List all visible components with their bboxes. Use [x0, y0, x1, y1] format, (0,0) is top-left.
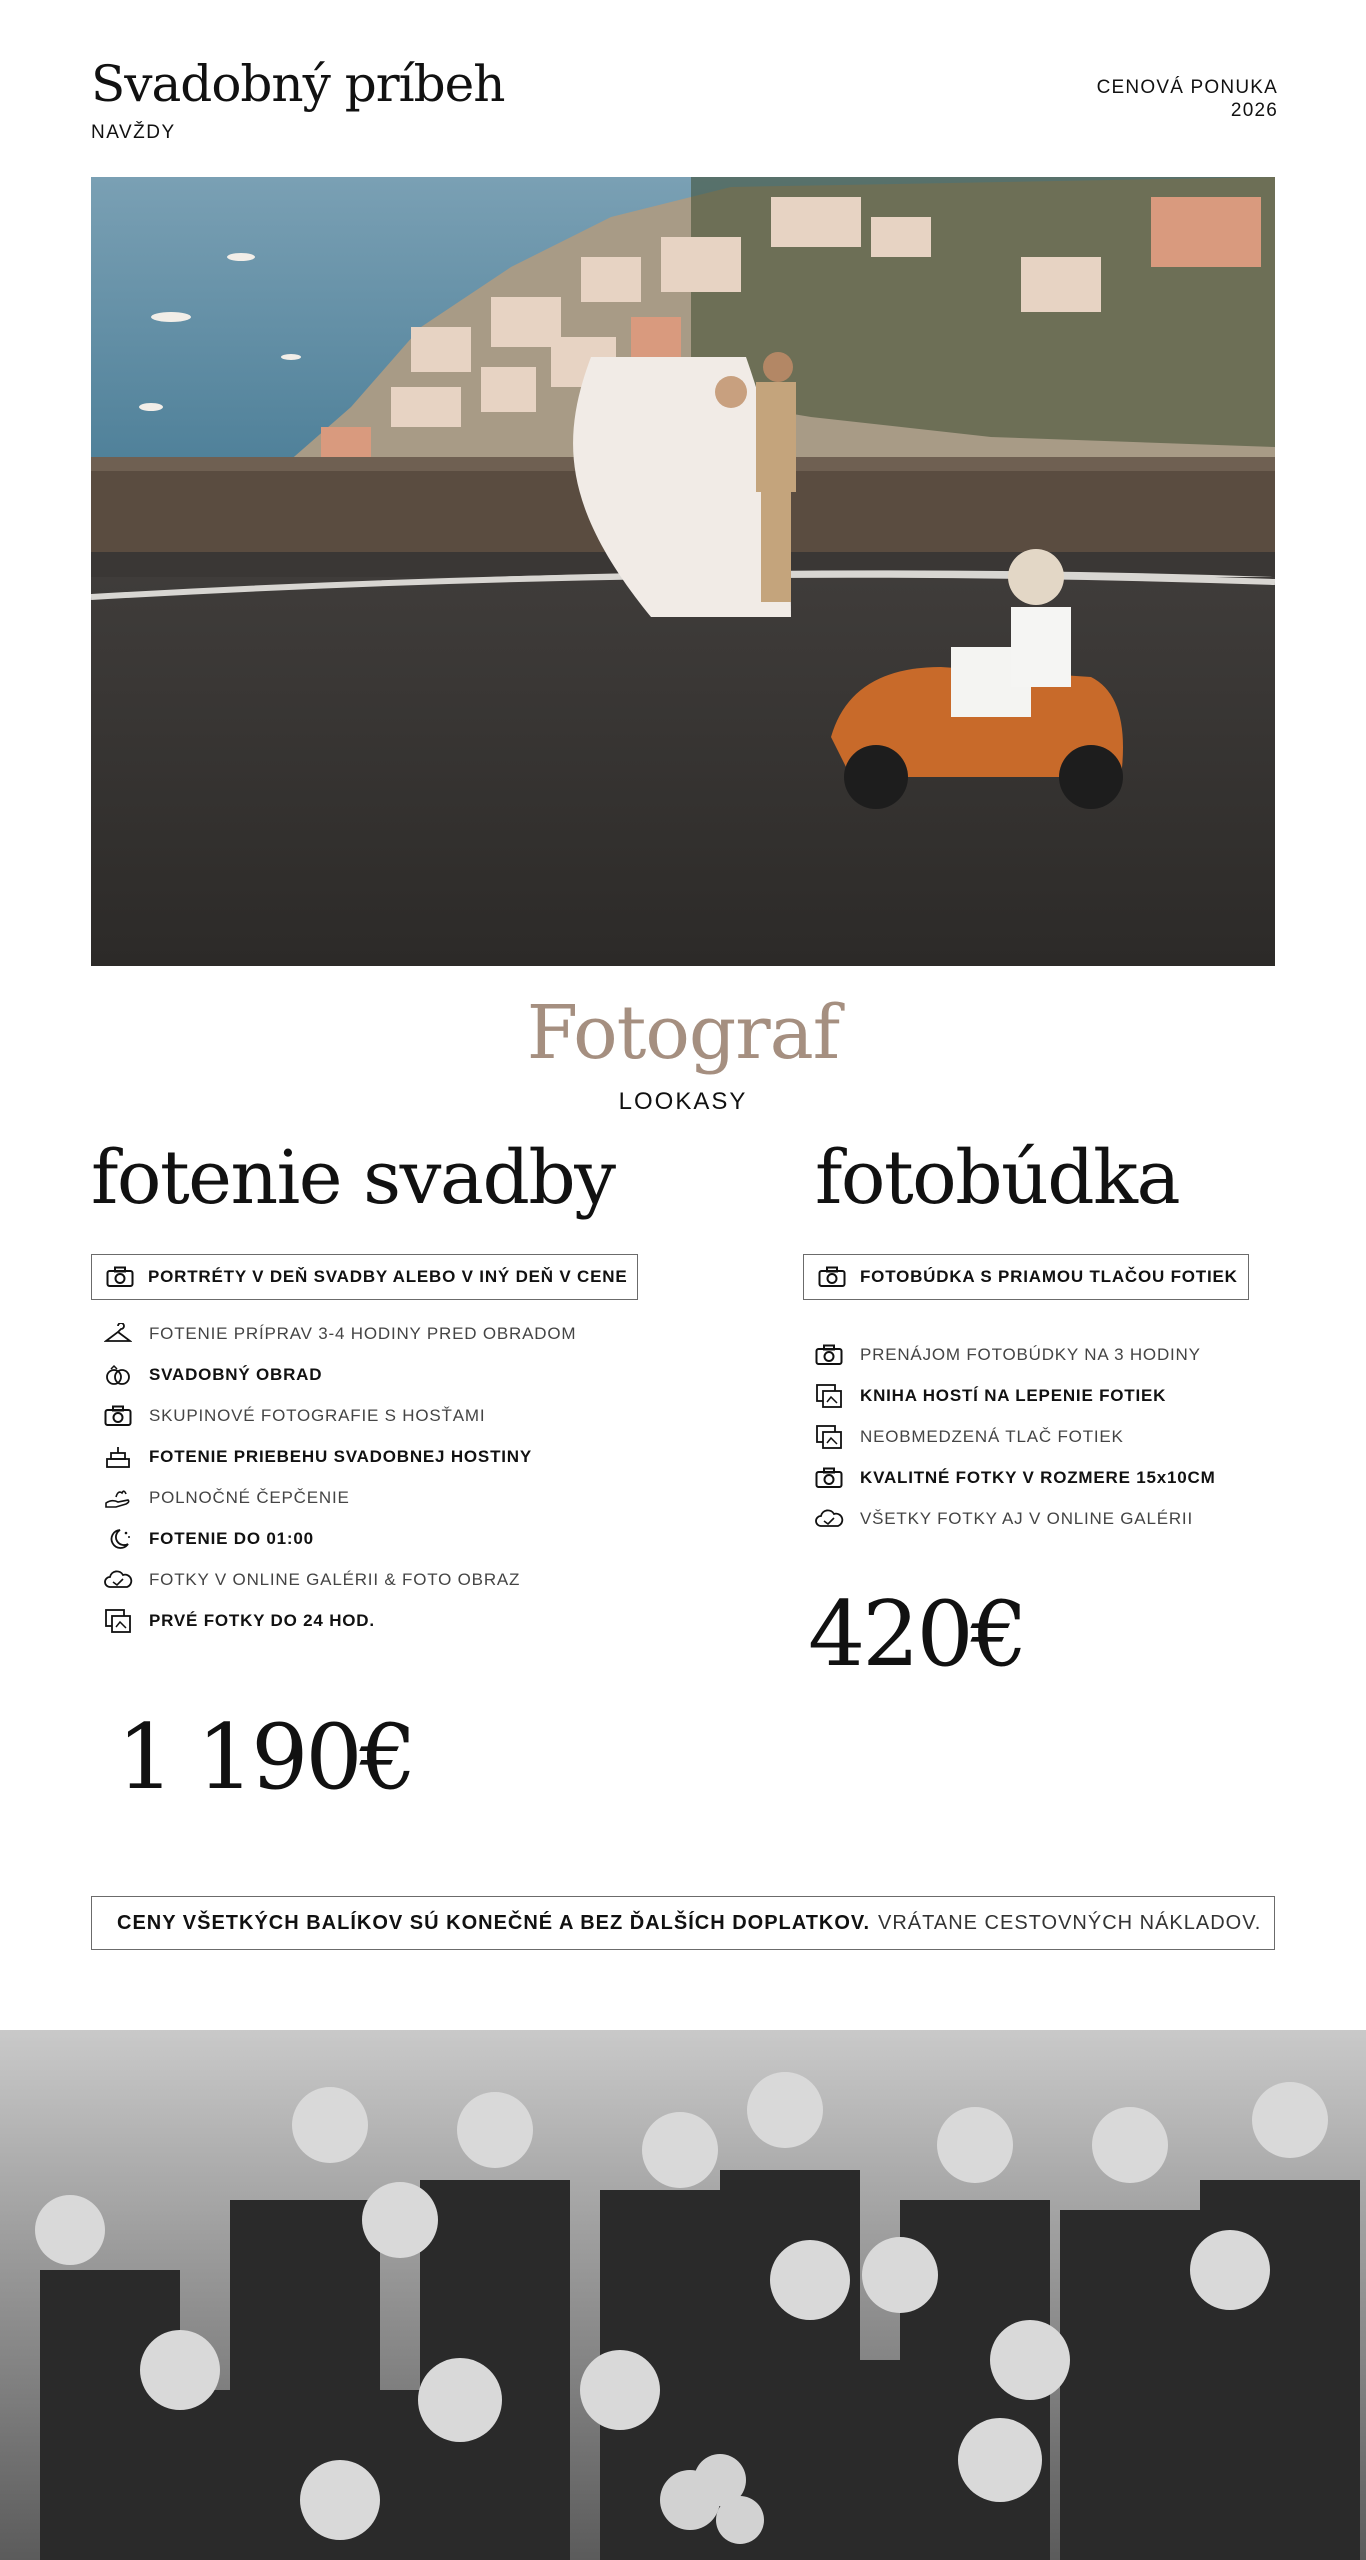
list-item: FOTKY V ONLINE GALÉRII & FOTO OBRAZ: [101, 1559, 576, 1600]
moon-icon: [101, 1528, 135, 1550]
list-item: PRENÁJOM FOTOBÚDKY NA 3 HODINY: [812, 1334, 1216, 1375]
booth-price: 420€: [808, 1582, 1026, 1687]
camera-icon: [812, 1467, 846, 1489]
wedding-highlight-box: [91, 1254, 638, 1300]
list-item: SKUPINOVÉ FOTOGRAFIE S HOSŤAMI: [101, 1395, 576, 1436]
wedding-price: 1 190€: [117, 1705, 414, 1810]
brand-subtitle: NAVŽDY: [91, 122, 176, 143]
hero-photo: [91, 177, 1275, 966]
brand-title: Svadobný príbeh: [91, 55, 505, 113]
list-item: FOTENIE PRIEBEHU SVADOBNEJ HOSTINY: [101, 1436, 576, 1477]
photos-icon: [812, 1383, 846, 1409]
photographer-name: LOOKASY: [618, 1088, 748, 1115]
cake-icon: [101, 1445, 135, 1469]
hand-icon: [101, 1487, 135, 1509]
list-item: FOTENIE PRÍPRAV 3-4 HODINY PRED OBRADOM: [101, 1313, 576, 1354]
list-item: FOTENIE DO 01:00: [101, 1518, 576, 1559]
camera-icon: [812, 1344, 846, 1366]
list-item: KNIHA HOSTÍ NA LEPENIE FOTIEK: [812, 1375, 1216, 1416]
list-item: NEOBMEDZENÁ TLAČ FOTIEK: [812, 1416, 1216, 1457]
list-item: VŠETKY FOTKY AJ V ONLINE GALÉRII: [812, 1498, 1216, 1539]
rings-icon: [101, 1364, 135, 1386]
offer-year: 2026: [1230, 100, 1278, 121]
pricing-note-normal: VRÁTANE CESTOVNÝCH NÁKLADOV.: [878, 1911, 1262, 1934]
wedding-items-list: [101, 1313, 576, 1641]
booth-highlight: FOTOBÚDKA S PRIAMOU TLAČOU FOTIEK: [860, 1267, 1238, 1286]
photos-icon: [101, 1608, 135, 1634]
pricing-note-bold: CENY VŠETKÝCH BALÍKOV SÚ KONEČNÉ A BEZ ĎALŠÍCH DOPLATKOV.: [117, 1911, 870, 1934]
offer-label: [1097, 76, 1278, 122]
wedding-highlight: PORTRÉTY V DEŇ SVADBY ALEBO V INÝ DEŇ V CENE: [148, 1267, 628, 1286]
group-photo: [0, 2030, 1366, 2560]
list-item: SVADOBNÝ OBRAD: [101, 1354, 576, 1395]
camera-icon: [106, 1266, 134, 1288]
booth-title: fotobúdka: [815, 1135, 1180, 1221]
wedding-title: fotenie svadby: [91, 1135, 615, 1221]
offer-line-1: CENOVÁ PONUKA: [1096, 77, 1278, 98]
hanger-icon: [101, 1323, 135, 1345]
cloud-icon: [101, 1569, 135, 1591]
camera-icon: [101, 1405, 135, 1427]
list-item: KVALITNÉ FOTKY V ROZMERE 15x10CM: [812, 1457, 1216, 1498]
pricing-note: [91, 1896, 1275, 1950]
booth-items-list: [812, 1334, 1216, 1539]
photographer-title: Fotograf: [526, 990, 840, 1076]
list-item: PRVÉ FOTKY DO 24 HOD.: [101, 1600, 576, 1641]
cloud-icon: [812, 1508, 846, 1530]
booth-highlight-box: [803, 1254, 1249, 1300]
camera-icon: [818, 1266, 846, 1288]
photos-icon: [812, 1424, 846, 1450]
list-item: POLNOČNÉ ČEPČENIE: [101, 1477, 576, 1518]
